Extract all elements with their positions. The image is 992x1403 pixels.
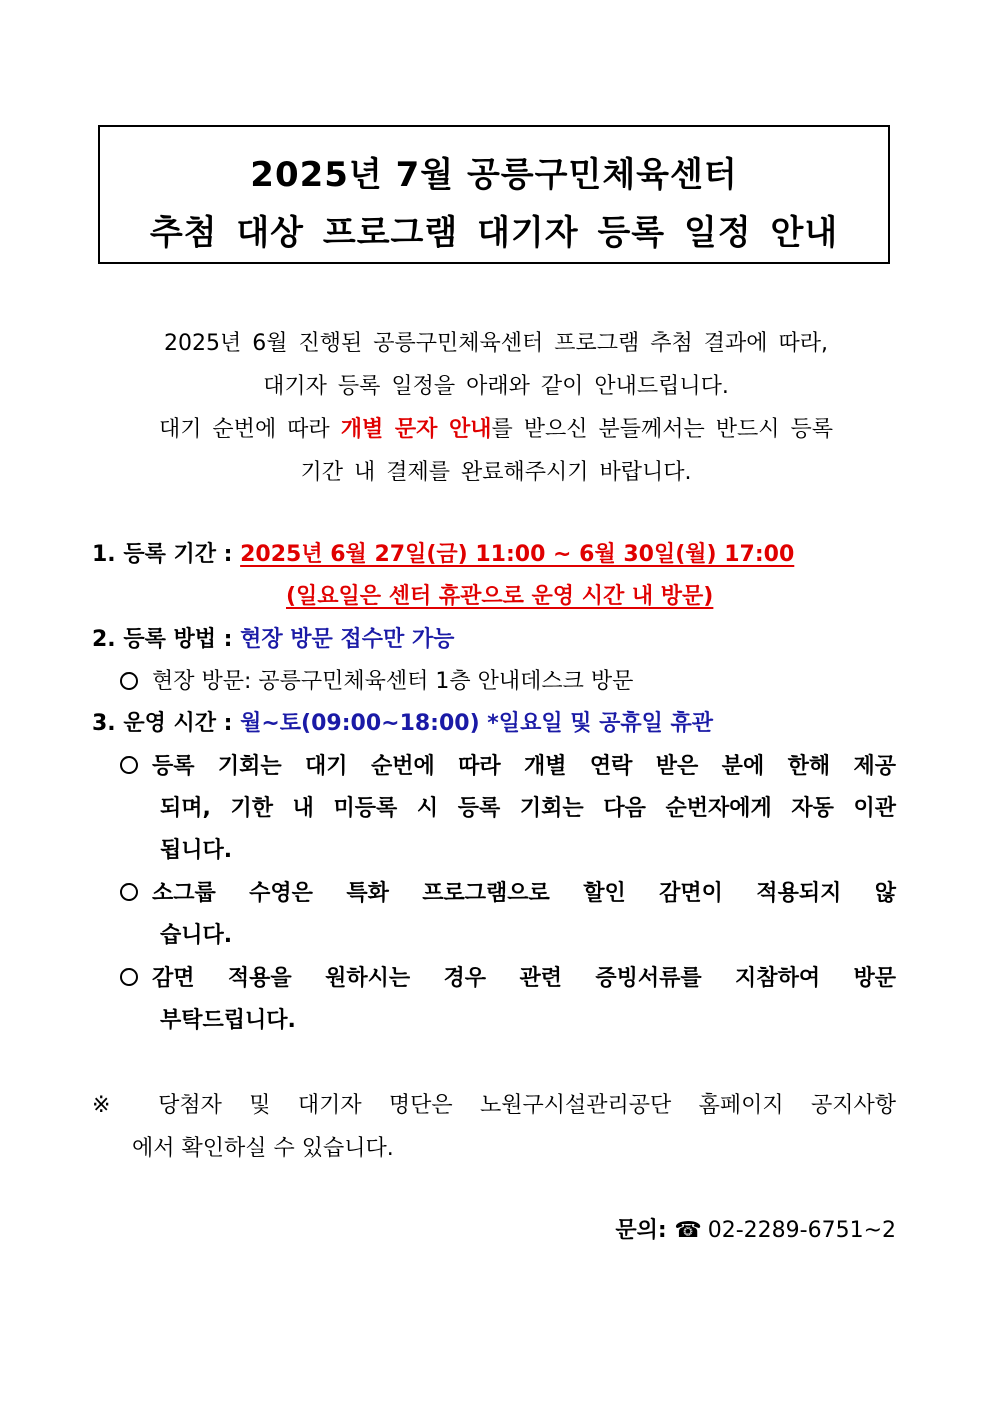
bullet-1-line-1 [120,749,896,780]
intro-line-4: 기간 내 결제를 완료해주시기 바랍니다. [300,460,692,485]
circle-bullet-icon [120,756,138,774]
item-2-sub [120,664,633,695]
item-2-sub-text: 현장 방문: 공릉구민체육센터 1층 안내데스크 방문 [152,669,634,694]
bullet-2-line-2: 습니다. [160,923,233,948]
item-3-value: 월~토(09:00~18:00) *일요일 및 공휴일 휴관 [240,711,714,736]
item-3-hours [92,706,713,737]
item-2-value: 현장 방문 접수만 가능 [240,627,455,652]
item-1-value: 2025년 6월 27일(금) 11:00 ~ 6월 30일(월) 17:00 [240,542,795,567]
bullet-3-line-2: 부탁드립니다. [160,1008,296,1033]
bullet-1-line-3: 됩니다. [160,838,233,863]
item-1-period [92,537,794,568]
circle-bullet-icon [120,883,138,901]
intro-line-1: 2025년 6월 진행된 공릉구민체육센터 프로그램 추첨 결과에 따라, [164,331,828,356]
item-1-label: 1. 등록 기간 : [92,542,241,567]
bullet-1-text-1: 등록 기회는 대기 순번에 따라 개별 연락 받은 분에 한해 제공 [152,754,896,779]
intro-line-3-after: 를 받으신 분들께서는 반드시 등록 [491,417,834,442]
title-box [98,125,890,264]
notice-line-1: ※ 당첨자 및 대기자 명단은 노원구시설관리공단 홈페이지 공지사항 [92,1093,896,1118]
contact [615,1213,896,1244]
item-2-method [92,622,454,653]
item-2-label: 2. 등록 방법 : [92,627,241,652]
title-line-2: 추첨 대상 프로그램 대기자 등록 일정 안내 [149,213,839,253]
notice-line-2: 에서 확인하실 수 있습니다. [132,1136,394,1161]
intro-line-2: 대기자 등록 일정을 아래와 같이 안내드립니다. [263,374,729,399]
item-1-note [286,579,713,610]
item-3-label: 3. 운영 시간 : [92,711,241,736]
intro-line-3 [92,412,900,443]
bullet-2-text-1: 소그룹 수영은 특화 프로그램으로 할인 감면이 적용되지 않 [152,881,896,906]
bullet-3-line-1 [120,961,896,992]
contact-phone: 02-2289-6751~2 [707,1218,896,1243]
telephone-icon: ☎ [674,1218,702,1243]
circle-bullet-icon [120,968,138,986]
bullet-2-line-1 [120,876,896,907]
bullet-1-line-2: 되며, 기한 내 미등록 시 등록 기회는 다음 순번자에게 자동 이관 [160,796,896,821]
bullet-3-text-1: 감면 적용을 원하시는 경우 관련 증빙서류를 지참하여 방문 [152,966,896,991]
item-1-note-text: (일요일은 센터 휴관으로 운영 시간 내 방문) [286,584,714,609]
intro-line-3-before: 대기 순번에 따라 [158,417,341,442]
sms-highlight: 개별 문자 안내 [340,417,492,442]
title-line-1: 2025년 7월 공릉구민체육센터 [250,155,738,195]
circle-bullet-icon [120,672,138,690]
contact-label: 문의: [615,1218,675,1243]
